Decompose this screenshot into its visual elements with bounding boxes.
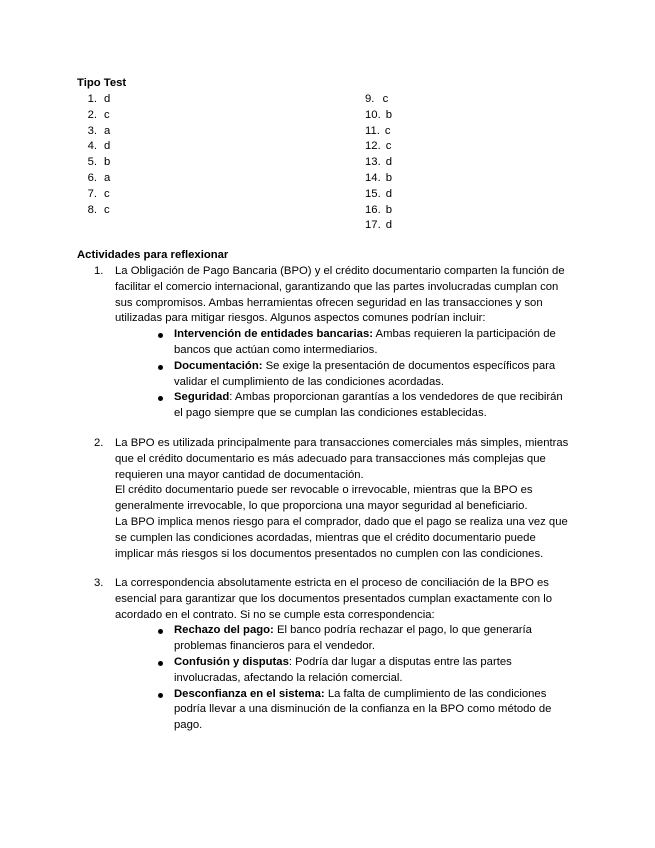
tipo-test-heading: Tipo Test <box>77 77 127 89</box>
bullet-icon <box>158 693 163 698</box>
answer-row: 8. c <box>87 203 110 216</box>
bullet-icon <box>158 629 163 634</box>
activity-item-1 <box>94 264 574 422</box>
answer-row: 12. c <box>365 140 392 153</box>
answer-row: 13. d <box>365 156 393 169</box>
answer-row: 15. d <box>365 187 393 200</box>
answer-row: 4. d <box>87 140 111 153</box>
bullet-icon <box>158 365 163 370</box>
bullet-icon <box>158 396 163 401</box>
bullet-list <box>115 623 574 734</box>
answer-row: 6. a <box>87 171 111 184</box>
bullet-item: Intervención de entidades bancarias: Ambas requieren la participación de bancos que actúan como intermediarios. <box>153 327 574 359</box>
answer-row: 10. b <box>365 108 393 121</box>
answers-left-column <box>77 92 110 218</box>
answer-row: 3. a <box>87 124 111 137</box>
item-number: 2. <box>94 437 104 449</box>
answer-row: 7. c <box>87 187 110 200</box>
bullet-item: Documentación: Se exige la presentación de documentos específicos para validar el cumplimiento de las condiciones acordadas. <box>153 359 574 391</box>
item-number: 1. <box>94 265 104 277</box>
answer-row: 1. d <box>87 93 111 105</box>
activity-item-2 <box>94 436 574 562</box>
bullet-item: Desconfianza en el sistema: La falta de cumplimiento de las condiciones podría llevar a una disminución de la confianza en la BPO como método de pago. <box>153 687 574 734</box>
activity-item-3 <box>94 576 574 734</box>
actividades-heading: Actividades para reflexionar <box>77 249 229 261</box>
bullet-item: Seguridad: Ambas proporcionan garantías a los vendedores de que recibirán el pago siempre que se cumplan las condiciones establecidas. <box>153 390 574 422</box>
answer-row: 16. b <box>365 203 393 216</box>
item-paragraph: La BPO es utilizada principalmente para transacciones comerciales más simples, mientras que el crédito documentario es más adecuado para transacciones más complejas que requieren una mayor cantidad de documentación. <box>115 437 569 481</box>
answers-right-column <box>365 92 392 234</box>
answer-row: 2. c <box>87 108 110 121</box>
answer-row: 5. b <box>87 156 111 169</box>
answer-row: 9. c <box>365 93 389 105</box>
answer-row: 17. d <box>365 219 393 232</box>
item-paragraph: El crédito documentario puede ser revocable o irrevocable, mientras que la BPO es generalmente irrevocable, lo que proporciona una mayor seguridad al beneficiario. <box>115 484 533 513</box>
bullet-item: Confusión y disputas: Podría dar lugar a disputas entre las partes involucradas, afectando la relación comercial. <box>153 655 574 687</box>
item-intro: La correspondencia absolutamente estricta en el proceso de conciliación de la BPO es esencial para garantizar que los documentos presentados cumplan exactamente con lo acordado en el contrato. Si no se cumple esta correspondencia: <box>115 577 553 621</box>
bullet-icon <box>158 333 163 338</box>
answer-row: 14. b <box>365 171 393 184</box>
item-intro: La Obligación de Pago Bancaria (BPO) y el crédito documentario comparten la función de facilitar el comercio internacional, garantizando que las partes involucradas cumplan con sus compromisos. Ambas herramientas ofrecen seguridad en las transacciones y son utilizadas para mitigar riesgos. Algunos aspectos comunes podrían incluir: <box>115 265 565 325</box>
bullet-icon <box>158 661 163 666</box>
item-number: 3. <box>94 577 104 589</box>
bullet-list <box>115 327 574 422</box>
bullet-item: Rechazo del pago: El banco podría rechazar el pago, lo que generaría problemas financieros para el vendedor. <box>153 623 574 655</box>
item-paragraph: La BPO implica menos riesgo para el comprador, dado que el pago se realiza una vez que se cumplen las condiciones acordadas, mientras que el crédito documentario puede implicar más riesgos si los documentos presentados no cumplen con las condiciones. <box>115 515 568 560</box>
answer-row: 11. c <box>365 124 391 137</box>
